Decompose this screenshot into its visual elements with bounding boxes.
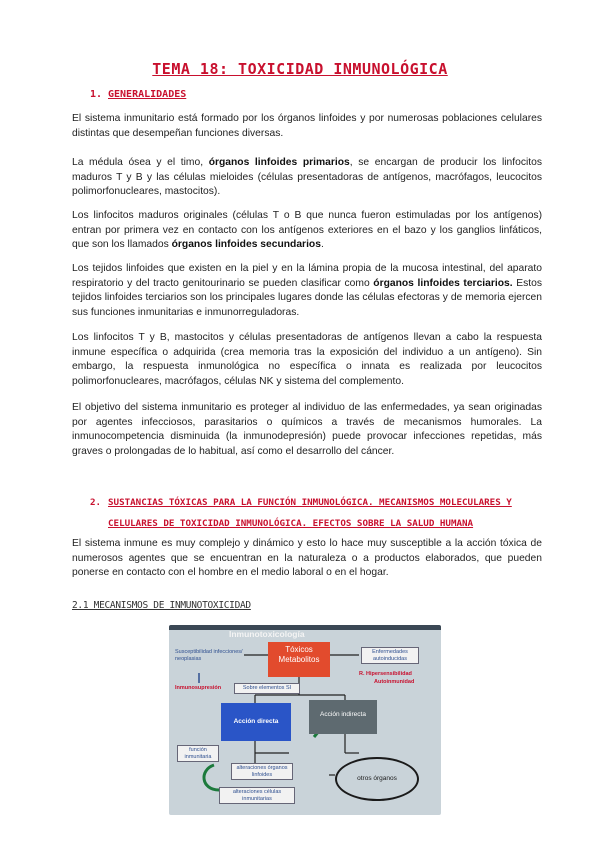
label-susceptibilidad: Susceptibilidad infecciones/ neoplasias	[175, 649, 243, 662]
section-1-label: GENERALIDADES	[108, 89, 187, 100]
paragraph-4: Los tejidos linfoides que existen en la piel y en la lámina propia de la mucosa intestinal, del aparato respiratorio y del tracto genitourinario se pueden clasificar como órganos linfoides terciarios. Estos tejidos linfoides terciarios son los principales lugares donde las células efectoras y de memoria ejercen sus funciones inmunitarias e inmunorreguladoras.	[72, 263, 542, 318]
otros-organos-ellipse: otros órganos	[335, 757, 419, 801]
section-2-line-1: SUSTANCIAS TÓXICAS PARA LA FUNCIÓN INMUNOLÓGICA. MECANISMOS MOLECULARES Y	[108, 497, 512, 508]
enfermedades-box: Enfermedades autoinducidas	[361, 647, 419, 664]
paragraph-2: La médula ósea y el timo, órganos linfoides primarios, se encargan de producir los linfocitos maduros T y B y las células mieloides (células presentadoras de antígenos, macrófagos, leucocitos polimorfonucleares, mastocitos).	[72, 157, 542, 197]
alteraciones-celulas-box: alteraciones células inmunitarias	[219, 787, 295, 804]
green-curve-arrow-1	[204, 765, 219, 790]
section-1-number: 1.	[90, 89, 103, 100]
funcion-inmunitaria-box: función inmunitaria	[177, 745, 219, 762]
label-inmunosupresion: Inmunosupresión	[175, 685, 222, 691]
label-autoinmunidad: Autoinmunidad	[374, 679, 415, 685]
bold-term-secondary: órganos linfoides secundarios	[171, 239, 321, 250]
label-toxicos: Tóxicos	[285, 645, 313, 654]
accion-directa-box: Acción directa	[221, 703, 291, 741]
diagram-title: Inmunotoxicología	[229, 629, 305, 639]
paragraph-1: El sistema inmunitario está formado por los órganos linfoides y por numerosas poblaciones celulares distintas que desempeñan funciones diversas.	[72, 113, 542, 139]
bold-term-primary: órganos linfoides primarios	[208, 157, 350, 168]
paragraph-5: Los linfocitos T y B, mastocitos y células presentadoras de antígenos llevan a cabo la respuesta inmune específica o adquirida (crea memoria tras la exposición del individuo a un antígeno). Sin embargo, la respuesta inmunológica no específica o innata es realizada por leucocitos polimorfonucleares, macrófagos, células NK y sistema del complemento.	[72, 332, 542, 387]
section-1-heading	[90, 89, 186, 100]
label-metabolitos: Metabolitos	[278, 655, 320, 664]
subsection-heading: 2.1 MECANISMOS DE INMUNOTOXICIDAD	[72, 600, 251, 611]
page-title: TEMA 18: TOXICIDAD INMUNOLÓGICA	[152, 60, 448, 78]
bold-term-tertiary: órganos linfoides terciarios.	[373, 277, 513, 289]
alteraciones-organos-box: alteraciones órganos linfoides	[231, 763, 293, 780]
section-2-line-2: CELULARES DE TOXICIDAD INMUNOLÓGICA. EFECTOS SOBRE LA SALUD HUMANA	[108, 518, 474, 529]
sobre-elementos-box: Sobre elementos SI	[234, 683, 300, 694]
label-hipersensibilidad: R. Hipersensibilidad	[359, 671, 412, 677]
paragraph-3: Los linfocitos maduros originales (células T o B que nunca fueron estimuladas por los antígenos) entran por primera vez en contacto con los antígenos exteriores en el bazo y los ganglios linfáticos, que son los llamados órganos linfoides secundarios.	[72, 210, 542, 250]
paragraph-6: El objetivo del sistema inmunitario es proteger al individuo de las enfermedades, ya sean originadas por agentes infecciosos, parasitarios o químicos a través de mecanismos humorales. La inmunocompetencia disminuida (la inmunodepresión) puede provocar infecciones repetidas, más graves o prolongadas de lo habitual, así como el desarrollo del cáncer.	[72, 402, 542, 457]
inmunotoxicologia-diagram	[169, 625, 441, 815]
paragraph-7: El sistema inmune es muy complejo y dinámico y esto lo hace muy susceptible a la acción tóxica de numerosos agentes que se encuentran en la naturaleza o a productos elaborados, que pueden ponerse en contacto con el hombre en el medio laboral o en el hogar.	[72, 538, 542, 578]
toxicos-box	[268, 642, 330, 677]
section-2-number: 2.	[90, 497, 102, 508]
accion-indirecta-box: Acción indirecta	[309, 700, 377, 734]
